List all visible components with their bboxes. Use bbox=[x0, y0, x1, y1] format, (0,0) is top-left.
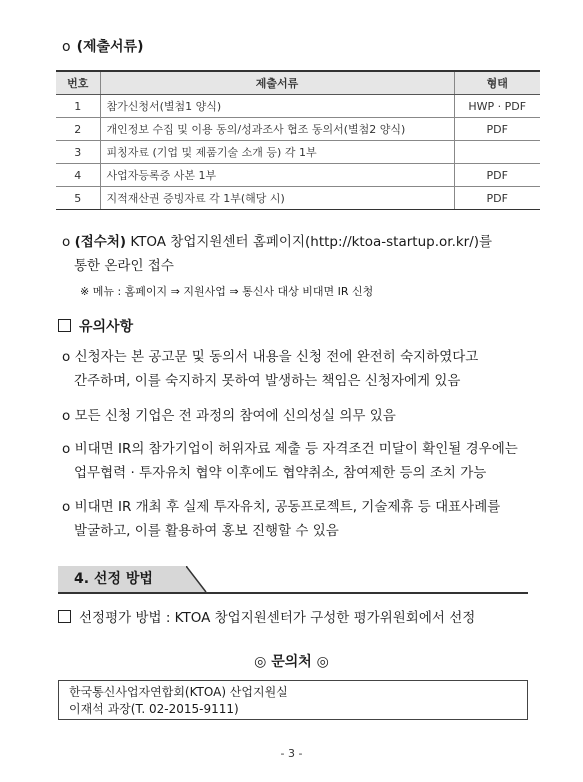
cell-no: 1 bbox=[56, 95, 100, 118]
notice-item: o 비대면 IR의 참가기업이 허위자료 제출 등 자격조건 미달이 확인될 경우에는 업무협력 · 투자유치 협약 이후에도 협약취소, 참여제한 등의 조치 가능 bbox=[62, 437, 518, 485]
cell-type: PDF bbox=[454, 118, 540, 141]
cell-type bbox=[454, 141, 540, 164]
selection-text: 선정평가 방법 : KTOA 창업지원센터가 구성한 평가위원회에서 선정 bbox=[79, 610, 476, 626]
header-document: 제출서류 bbox=[100, 71, 454, 95]
notice-item: o 비대면 IR 개최 후 실제 투자유치, 공동프로젝트, 기술제휴 등 대표사례를 발굴하고, 이를 활용하여 홍보 진행할 수 있음 bbox=[62, 495, 500, 543]
table-row bbox=[56, 95, 540, 118]
bullet: o bbox=[62, 234, 71, 250]
contact-line1: 한국통신사업자연합회(KTOA) 산업지원실 bbox=[69, 685, 288, 699]
notice-item-line1: 모든 신청 기업은 전 과정의 참여에 신의성실 의무 있음 bbox=[74, 408, 396, 424]
cell-document: 지적재산권 증빙자료 각 1부(해당 시) bbox=[100, 187, 454, 210]
cell-document: 사업자등록증 사본 1부 bbox=[100, 164, 454, 187]
reception-note: ※ 메뉴 : 홈페이지 ⇒ 지원사업 ⇒ 통신사 대상 비대면 IR 신청 bbox=[80, 285, 374, 298]
page-number: - 3 - bbox=[280, 747, 303, 760]
contact-box bbox=[58, 680, 528, 720]
section4-title: 4. 선정 방법 bbox=[58, 566, 188, 592]
notice-heading bbox=[58, 316, 133, 336]
notice-item-line2: 간주하며, 이를 숙지하지 못하여 발생하는 책임은 신청자에게 있음 bbox=[74, 373, 461, 389]
notice-title: 유의사항 bbox=[79, 319, 134, 335]
cell-document: 개인정보 수집 및 이용 동의/성과조사 협조 동의서(별첨2 양식) bbox=[100, 118, 454, 141]
notice-item-line2: 업무협력 · 투자유치 협약 이후에도 협약취소, 참여제한 등의 조치 가능 bbox=[74, 465, 487, 481]
notice-item-line1: 신청자는 본 공고문 및 동의서 내용을 신청 전에 완전히 숙지하였다고 bbox=[74, 349, 479, 365]
cell-document: 피칭자료 (기업 및 제품기술 소개 등) 각 1부 bbox=[100, 141, 454, 164]
contact-line2: 이재석 과장(T. 02-2015-9111) bbox=[69, 702, 239, 716]
reception-text-line2: 통한 온라인 접수 bbox=[74, 258, 174, 274]
square-bullet-icon bbox=[58, 610, 71, 623]
documents-table bbox=[56, 70, 540, 210]
section-heading-documents bbox=[62, 36, 143, 56]
tab-heading-decoration bbox=[186, 566, 528, 594]
contact-title: ◎ 문의처 ◎ bbox=[254, 654, 329, 670]
notice-item-line1: 비대면 IR의 참가기업이 허위자료 제출 등 자격조건 미달이 확인될 경우에는 bbox=[74, 441, 518, 457]
square-bullet-icon bbox=[58, 319, 71, 332]
selection-paragraph bbox=[58, 606, 475, 630]
reception-paragraph bbox=[62, 230, 492, 278]
section-title: (제출서류) bbox=[76, 39, 144, 55]
cell-document: 참가신청서(별첨1 양식) bbox=[100, 95, 454, 118]
cell-no: 5 bbox=[56, 187, 100, 210]
table-row bbox=[56, 164, 540, 187]
notice-item-line1: 비대면 IR 개최 후 실제 투자유치, 공동프로젝트, 기술제휴 등 대표사례를 bbox=[74, 499, 501, 515]
table-row bbox=[56, 141, 540, 164]
reception-label: (접수처) bbox=[74, 234, 127, 250]
cell-no: 3 bbox=[56, 141, 100, 164]
notice-item-line2: 발굴하고, 이를 활용하여 홍보 진행할 수 있음 bbox=[74, 523, 339, 539]
table-header-row bbox=[56, 71, 540, 95]
header-type: 형태 bbox=[454, 71, 540, 95]
cell-type: PDF bbox=[454, 187, 540, 210]
reception-text-line1: KTOA 창업지원센터 홈페이지(http://ktoa-startup.or.kr/)를 bbox=[130, 234, 493, 250]
bullet: o bbox=[62, 39, 71, 55]
table-row bbox=[56, 187, 540, 210]
notice-item: o 모든 신청 기업은 전 과정의 참여에 신의성실 의무 있음 bbox=[62, 408, 396, 424]
table-row bbox=[56, 118, 540, 141]
cell-no: 2 bbox=[56, 118, 100, 141]
cell-type: PDF bbox=[454, 164, 540, 187]
cell-type: HWP · PDF bbox=[454, 95, 540, 118]
header-no: 번호 bbox=[56, 71, 100, 95]
cell-no: 4 bbox=[56, 164, 100, 187]
section4-underline bbox=[58, 592, 528, 594]
notice-item: o 신청자는 본 공고문 및 동의서 내용을 신청 전에 완전히 숙지하였다고 간주하며, 이를 숙지하지 못하여 발생하는 책임은 신청자에게 있음 bbox=[62, 345, 478, 393]
